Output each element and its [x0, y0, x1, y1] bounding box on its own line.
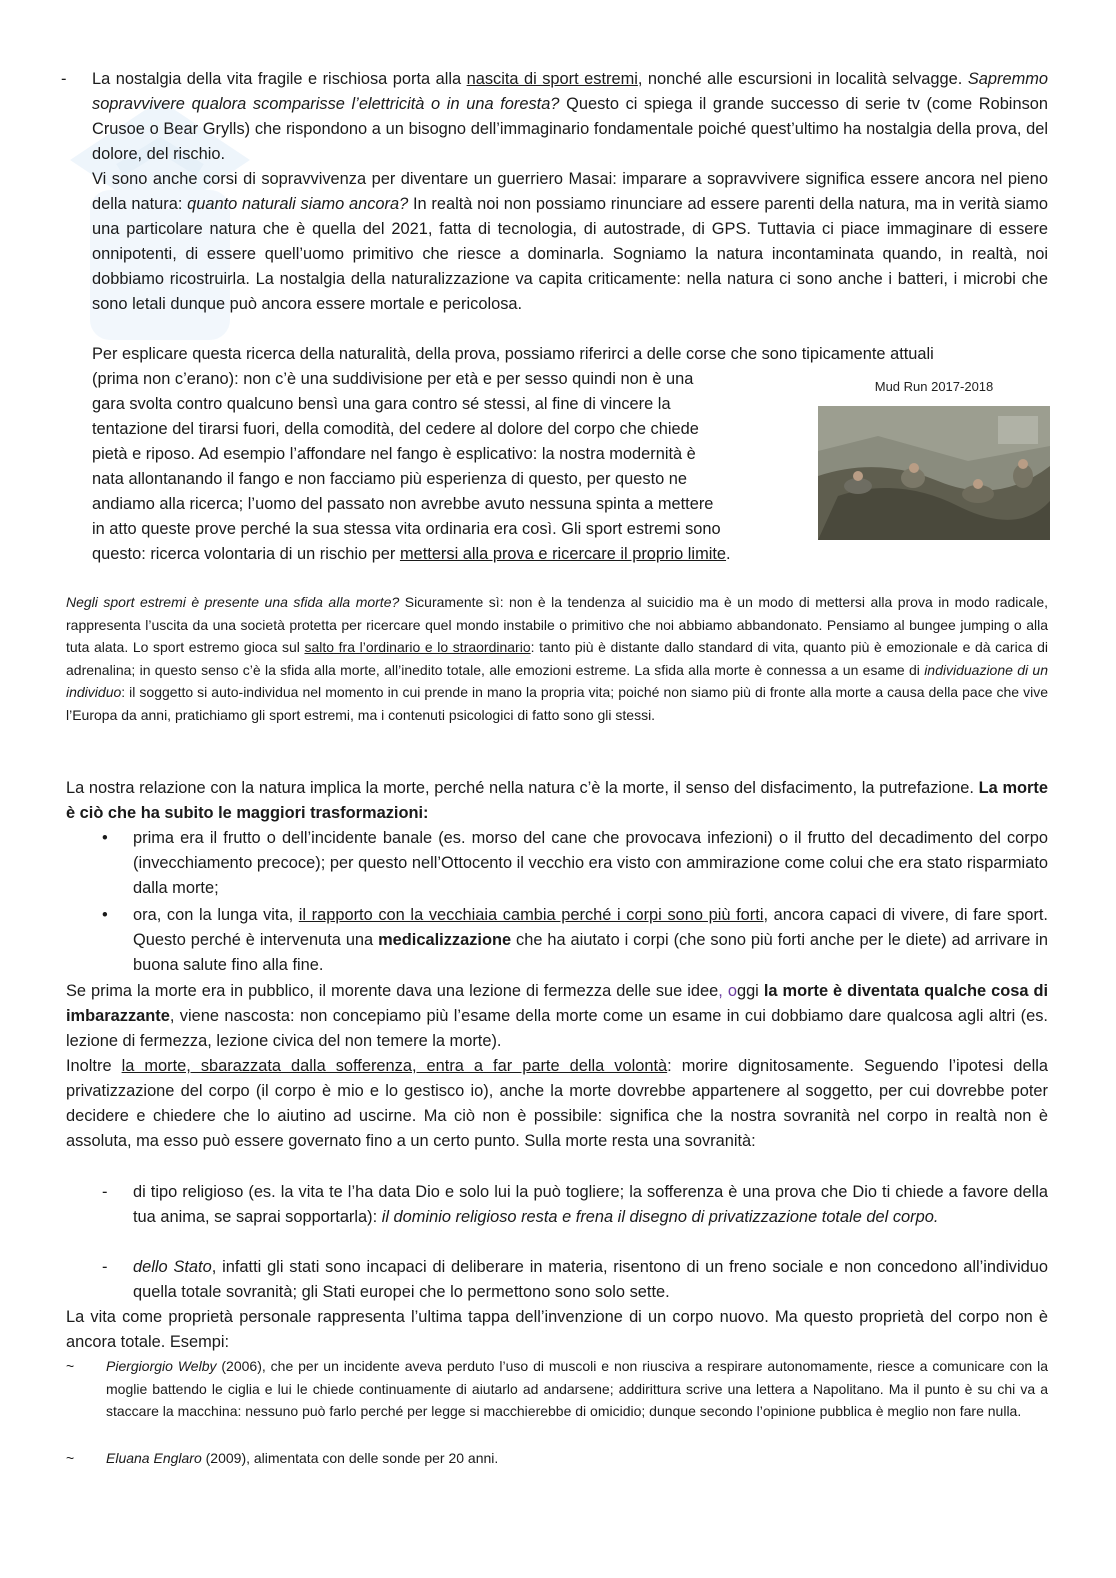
- dash-item-state: - dello Stato, infatti gli stati sono incapaci di deliberare in materia, risentono di un freno sociale e non concedono all’individuo quella totale sovranità; gli Stati europei che lo permettono sono solo sette.: [133, 1255, 1048, 1305]
- question-italic: Negli sport estremi è presente una sfida alla morte?: [66, 594, 400, 610]
- question-italic: Sapremmo sopravvivere qualora scomparisse l’elettricità o in una foresta?: [92, 70, 1048, 113]
- example-englaro: ~ Eluana Englaro (2009), alimentata con delle sonde per 20 anni.: [106, 1447, 1048, 1470]
- dash-marker: -: [102, 1258, 108, 1276]
- intro-paragraph-2: Vi sono anche corsi di sopravvivenza per diventare un guerriero Masai: imparare a sopravvivere significa essere ancora nel pieno della natura: quanto naturali siamo ancora? In realtà noi non possiamo rinunciare ad essere parenti della natura, ma in verità siamo una particolare natura che è quella del 2021, fatta di tecnologia, di autostrade, di GPS. Tuttavia ci piace immaginare di essere onnipotenti, di essere quell’uomo primitivo che riesce a dominarla. Sogniamo la natura incontaminata quando, in realtà, noi dobbiamo ricostruirla. La nostalgia della naturalizzazione va capita criticamente: nella natura ci sono anche i batteri, i microbi che sono letali dunque può ancora essere mortale e pericolosa.: [92, 170, 1048, 313]
- tilde-marker: ~: [66, 1450, 75, 1466]
- dash-item-religious: - di tipo religioso (es. la vita te l’ha data Dio e solo lui la può togliere; la sofferenza è una prova che Dio ti chiede a favore della tua anima, se saprai sopportarla): il dominio religioso resta e frena il disegno di privatizzazione totale del corpo.: [133, 1180, 1048, 1230]
- death-intro-paragraph: La nostra relazione con la natura implica la morte, perché nella natura c’è la morte, il senso del disfacimento, la putrefazione. La morte è ciò che ha subito le maggiori trasformazioni:: [66, 779, 1048, 822]
- bullet-item-2: • ora, con la lunga vita, il rapporto con la vecchiaia cambia perché i corpi sono più forti, ancora capaci di vivere, di fare sport. Questo perché è intervenuta una medicalizzazione che ha aiutato i corpi (che sono più forti anche per le diete) ad arrivare in buona salute fino alla fine.: [133, 903, 1048, 978]
- death-will-paragraph: Inoltre la morte, sbarazzata dalla sofferenza, entra a far parte della volontà: morire dignitosamente. Seguendo l’ipotesi della privatizzazione del corpo (il corpo è mio e lo gestisco io), anche la morte dovrebbe appartenere al soggetto, per cui dovrebbe poter decidere e chiedere che lo aiutino ad uscirne. Ma ciò non è possibile: significa che la nostra sovranità nel corpo in realtà non è assoluta, ma esso può essere governato fino a un certo punto. Sulla morte resta una sovranità:: [66, 1057, 1049, 1150]
- closing-paragraph: La vita come proprietà personale rappresenta l’ultima tappa dell’invenzione di un corpo nuovo. Ma questo proprietà del corpo non è ancora totale. Esempi:: [66, 1308, 1048, 1351]
- intro-paragraph-1: - La nostalgia della vita fragile e rischiosa porta alla nascita di sport estremi, nonché alle escursioni in località selvagge. Sapremmo sopravvivere qualora scomparisse l’elettricità o in una foresta? Questo ci spiega il grande successo di serie tv (come Robinson Crusoe o Bear Grylls) che rispondono a un bisogno dell’immaginario fondamentale poiché quest’ultimo ha nostalgia della prova, del dolore, del rischio.: [66, 67, 1048, 167]
- question-italic: quanto naturali siamo ancora?: [187, 195, 409, 213]
- mud-run-photo: [818, 406, 1050, 540]
- bold-heading: La morte è ciò che ha subito le maggiori trasformazioni:: [66, 779, 1048, 822]
- figure-caption: Mud Run 2017-2018: [818, 372, 1050, 402]
- bullet-item-1: • prima era il frutto o dell’incidente banale (es. morso del cane che provocava infezioni) o il frutto del decadimento del corpo (invecchiamento precoce); per questo nell’Ottocento il vecchio era visto con ammirazione come colui che era stato risparmiato dalla morte;: [133, 826, 1048, 901]
- underlined-phrase: la morte, sbarazzata dalla sofferenza, entra a far parte della volontà: [121, 1057, 668, 1075]
- dash-marker: -: [61, 70, 67, 88]
- underlined-phrase: mettersi alla prova e ricercare il proprio limite: [399, 545, 727, 563]
- bullet-marker: •: [102, 906, 108, 924]
- underlined-phrase: salto fra l’ordinario e lo straordinario: [304, 639, 531, 655]
- bullet-marker: •: [102, 829, 108, 847]
- tilde-marker: ~: [66, 1358, 75, 1374]
- dash-marker: -: [102, 1183, 108, 1201]
- death-public-paragraph: Se prima la morte era in pubblico, il morente dava una lezione di fermezza delle sue idee, oggi la morte è diventata qualche cosa di imbarazzante, viene nascosta: non concepiamo più l’esame della morte come un esame in cui dobbiamo dare qualcosa agli altri (es. lezione di fermezza, lezione civica del non temere la morte).: [66, 982, 1049, 1050]
- example-welby: ~ Piergiorgio Welby (2006), che per un incidente aveva perduto l’uso di muscoli e non riusciva a respirare autonomamente, riesce a comunicare con la moglie battendo le ciglia e lui le chiede continuamente di aiutarlo ad andarsene; addirittura scrive una lettera a Napolitano. Ma il punto è su chi va a staccare la macchina: nessuno può farlo perché per legge si macchierebbe di omicidio; dunque secondo l’opinione pubblica è meglio non fare nulla.: [106, 1355, 1048, 1423]
- intro-paragraph-3: Per esplicare questa ricerca della naturalità, della prova, possiamo riferirci a delle corse che sono tipicamente attuali (prima non c’erano): non c’è una suddivisione per età e per sesso quindi non è una gara svolta contro qualcuno bensì una gara contro sé stessi, al fine di vincere la tentazione del tirarsi fuori, della comodità, del cedere al dolore del corpo che chiede pietà e riposo. Ad esempio l’affondare nel fango è esplicativo: la nostra modernità è nata allontanando il fango e non facciamo più esperienza di questo, per questo ne andiamo alla ricerca; l’uomo del passato non avrebbe avuto nessuna spinta a mettere in atto queste prove perché la sua stessa vita ordinaria era così. Gli sport estremi sono questo: ricerca volontaria di un rischio per mettersi alla prova e ricercare il proprio limite.: [92, 345, 934, 563]
- underlined-phrase: nascita di sport estremi: [466, 70, 638, 88]
- extreme-sports-paragraph: Negli sport estremi è presente una sfida alla morte? Sicuramente sì: non è la tendenza al suicidio ma è un modo di mettersi alla prova in modo radicale, rappresenta l’uscita da una società protetta per ricercare quel mondo instabile o primitivo che noi abbiamo abbandonato. Pensiamo al bungee jumping o alla tuta alata. Lo sport estremo gioca sul salto fra l’ordinario e lo straordinario: tanto più è distante dallo standard di vita, quanto più è emozionale e dà carica di adrenalina; in questo senso c’è la sfida alla morte, all’inedito totale, alle emozioni estreme. La sfida alla morte è connessa a un esame di individuazione di un individuo: il soggetto si auto-individua nel momento in cui prende in mano la propria vita; poiché non siamo più di fronte alla morte a causa della pace che vive l’Europa da anni, pratichiamo gli sport estremi, ma i contenuti psicologici di fatto sono gli stessi.: [66, 594, 1048, 723]
- underlined-phrase: il rapporto con la vecchiaia cambia perché i corpi sono più forti: [298, 906, 764, 924]
- mud-run-figure: [818, 372, 1050, 540]
